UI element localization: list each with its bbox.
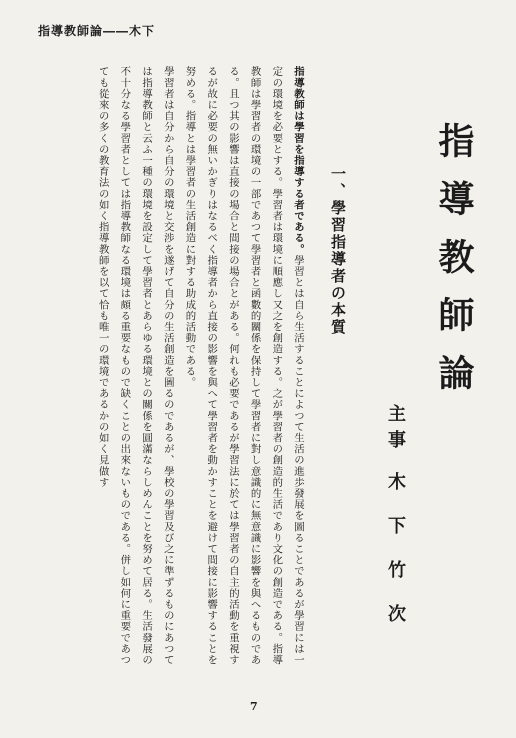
article-title: 指導教師論 — [433, 122, 475, 412]
paragraph — [178, 66, 308, 666]
running-header: 指導教師論――木下 — [38, 24, 156, 38]
author-name: 木下竹次 — [385, 472, 406, 648]
paragraph-text: 學習者は自分から自分の環境と交渉を遂げて自分の生活創造を圖るのであるが、學校の學習及び之に準ずるものにあつては指導教師と云ふ一種の環境を設定して學習者とあらゆる環境との關係を圓滿ならしめんことを努めて居る。生活發展の不十分なる學習者としては指導教師なる環境は頗る重要なもので缺くことの出來ないものである。併し如何に重要であつても從來の多くの教育法の如く指導教師を以て恰も唯一の環境であるかの如く見做す — [96, 66, 174, 666]
section-heading: 一、學習指導者の本質 — [329, 166, 347, 336]
paragraph-lead: 指導教師は學習を指導する者である。 — [292, 66, 304, 255]
paragraph — [91, 66, 178, 666]
body-text — [32, 66, 308, 666]
paragraph-text: 學習とは自ら生活することによつて生活の進歩發展を圖ることであるが學習には一定の環境を必要とする。學習者は環境に順應し又之を創造する。之が學習者の創造的生活であり文化の創造である。指導教師は學習者の環境の一部であつて學習者と函數的關係を保持して學習者に對し意識的に無意識に影響を與へるものである。且つ其の影響は直接の場合と間接の場合とがある。何れも必要であるが學習法に於ては學習者の自主的活動を重視するが故に必要の無いかぎりはなるべく指導者から直接の影響を與へて學習者を動かすことを避けて間接に影響することを努める。指導とは學習者の生活創造に對する助成的活動である。 — [183, 66, 304, 666]
author-byline — [386, 404, 404, 648]
page-number: 7 — [250, 700, 258, 713]
author-role: 主事 — [385, 404, 406, 456]
